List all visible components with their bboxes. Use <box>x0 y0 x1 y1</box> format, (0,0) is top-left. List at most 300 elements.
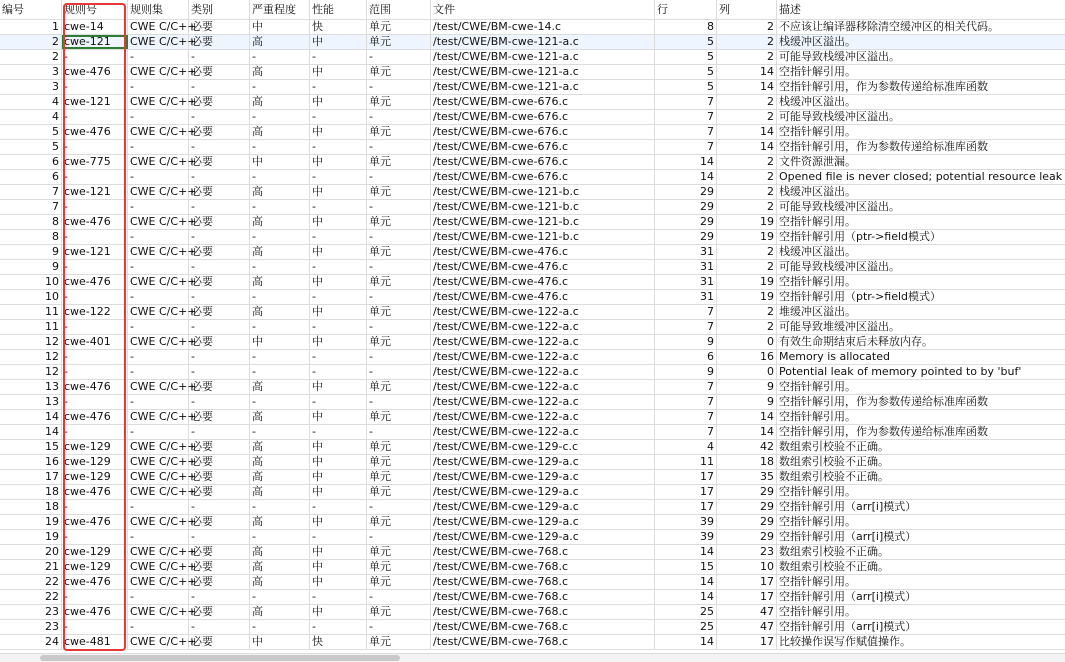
header-rule-id[interactable]: 规则号 <box>62 0 128 19</box>
cell-id[interactable]: 22 <box>0 590 62 604</box>
cell-line[interactable]: 29 <box>655 230 717 244</box>
cell-rule-id[interactable]: - <box>62 260 128 274</box>
cell-ruleset[interactable]: - <box>128 425 189 439</box>
table-row[interactable] <box>0 20 1065 35</box>
cell-category[interactable]: - <box>189 320 250 334</box>
table-row[interactable] <box>0 320 1065 335</box>
cell-description[interactable]: 空指针解引用。 <box>779 275 856 288</box>
cell-column[interactable]: 10 <box>717 560 777 574</box>
cell-ruleset[interactable]: CWE C/C++ <box>130 65 197 78</box>
cell-ruleset[interactable]: CWE C/C++ <box>130 605 197 618</box>
cell-line[interactable]: 5 <box>655 50 717 64</box>
table-row[interactable] <box>0 155 1065 170</box>
cell-description[interactable]: Potential leak of memory pointed to by 'buf' <box>779 365 1022 378</box>
cell-scope[interactable]: 单元 <box>367 65 431 79</box>
cell-severity[interactable]: - <box>250 395 310 409</box>
cell-performance[interactable]: - <box>310 260 367 274</box>
cell-severity[interactable]: - <box>250 260 310 274</box>
cell-rule-id[interactable]: cwe-476 <box>62 485 128 499</box>
table-row[interactable] <box>0 275 1065 290</box>
table-row[interactable] <box>0 110 1065 125</box>
cell-performance[interactable]: 中 <box>310 575 367 589</box>
table-row[interactable] <box>0 425 1065 440</box>
cell-column[interactable]: 2 <box>717 185 777 199</box>
cell-column[interactable]: 17 <box>717 590 777 604</box>
cell-rule-id[interactable]: - <box>62 530 128 544</box>
cell-line[interactable]: 7 <box>655 320 717 334</box>
cell-category[interactable]: 必要 <box>189 20 250 34</box>
cell-scope[interactable]: 单元 <box>367 35 431 49</box>
cell-scope[interactable]: - <box>367 365 431 379</box>
cell-category[interactable]: 必要 <box>189 245 250 259</box>
cell-column[interactable]: 0 <box>717 365 777 379</box>
cell-column[interactable]: 0 <box>717 335 777 349</box>
table-row[interactable] <box>0 575 1065 590</box>
cell-line[interactable]: 5 <box>655 35 717 49</box>
cell-column[interactable]: 2 <box>717 95 777 109</box>
cell-scope[interactable]: 单元 <box>367 275 431 289</box>
cell-column[interactable]: 2 <box>717 20 777 34</box>
cell-performance[interactable]: - <box>310 170 367 184</box>
cell-id[interactable]: 9 <box>0 245 62 259</box>
cell-rule-id[interactable]: - <box>62 290 128 304</box>
cell-column[interactable]: 14 <box>717 140 777 154</box>
cell-id[interactable]: 7 <box>0 200 62 214</box>
cell-description[interactable]: 有效生命期结束后未释放内存。 <box>779 335 933 348</box>
cell-column[interactable]: 9 <box>717 380 777 394</box>
cell-rule-id[interactable]: cwe-121 <box>62 95 128 109</box>
table-row[interactable] <box>0 305 1065 320</box>
table-row[interactable] <box>0 545 1065 560</box>
cell-description[interactable]: 数组索引校验不正确。 <box>779 470 889 483</box>
cell-id[interactable]: 8 <box>0 230 62 244</box>
cell-file[interactable]: /test/CWE/BM-cwe-476.c <box>431 245 655 259</box>
cell-category[interactable]: - <box>189 170 250 184</box>
cell-ruleset[interactable]: - <box>128 50 189 64</box>
cell-id[interactable]: 23 <box>0 620 62 634</box>
cell-severity[interactable]: 高 <box>250 65 310 79</box>
cell-ruleset[interactable]: CWE C/C++ <box>130 380 197 393</box>
cell-category[interactable]: 必要 <box>189 275 250 289</box>
cell-ruleset[interactable]: - <box>128 530 189 544</box>
cell-description[interactable]: 空指针解引用，作为参数传递给标准库函数 <box>779 140 988 153</box>
cell-category[interactable]: 必要 <box>189 95 250 109</box>
cell-performance[interactable]: - <box>310 80 367 94</box>
cell-rule-id[interactable]: cwe-476 <box>62 410 128 424</box>
cell-column[interactable]: 17 <box>717 635 777 649</box>
cell-file[interactable]: /test/CWE/BM-cwe-476.c <box>431 290 655 304</box>
cell-performance[interactable]: - <box>310 110 367 124</box>
cell-line[interactable]: 8 <box>655 20 717 34</box>
cell-scope[interactable]: - <box>367 50 431 64</box>
cell-performance[interactable]: - <box>310 290 367 304</box>
cell-severity[interactable]: - <box>250 530 310 544</box>
cell-description[interactable]: 空指针解引用。 <box>779 65 856 78</box>
cell-scope[interactable]: 单元 <box>367 410 431 424</box>
cell-file[interactable]: /test/CWE/BM-cwe-129-a.c <box>431 515 655 529</box>
cell-ruleset[interactable]: CWE C/C++ <box>130 635 197 648</box>
cell-severity[interactable]: - <box>250 320 310 334</box>
cell-category[interactable]: 必要 <box>189 410 250 424</box>
cell-category[interactable]: - <box>189 590 250 604</box>
cell-column[interactable]: 2 <box>717 305 777 319</box>
cell-scope[interactable]: 单元 <box>367 440 431 454</box>
cell-description[interactable]: 空指针解引用。 <box>779 380 856 393</box>
cell-rule-id[interactable]: - <box>62 500 128 514</box>
cell-line[interactable]: 29 <box>655 200 717 214</box>
cell-category[interactable]: - <box>189 290 250 304</box>
cell-file[interactable]: /test/CWE/BM-cwe-121-b.c <box>431 230 655 244</box>
cell-file[interactable]: /test/CWE/BM-cwe-676.c <box>431 170 655 184</box>
table-row[interactable] <box>0 380 1065 395</box>
cell-scope[interactable]: 单元 <box>367 515 431 529</box>
cell-line[interactable]: 14 <box>655 635 717 649</box>
cell-column[interactable]: 23 <box>717 545 777 559</box>
cell-line[interactable]: 4 <box>655 440 717 454</box>
cell-ruleset[interactable]: CWE C/C++ <box>130 545 197 558</box>
cell-file[interactable]: /test/CWE/BM-cwe-121-a.c <box>431 35 655 49</box>
cell-ruleset[interactable]: CWE C/C++ <box>130 275 197 288</box>
cell-column[interactable]: 2 <box>717 260 777 274</box>
cell-id[interactable]: 12 <box>0 350 62 364</box>
cell-scope[interactable]: - <box>367 320 431 334</box>
cell-column[interactable]: 14 <box>717 65 777 79</box>
cell-category[interactable]: - <box>189 200 250 214</box>
cell-line[interactable]: 7 <box>655 95 717 109</box>
cell-category[interactable]: 必要 <box>189 65 250 79</box>
table-row[interactable] <box>0 170 1065 185</box>
cell-severity[interactable]: - <box>250 230 310 244</box>
cell-description[interactable]: Opened file is never closed; potential resource leak <box>779 170 1063 183</box>
cell-severity[interactable]: - <box>250 290 310 304</box>
cell-scope[interactable]: 单元 <box>367 335 431 349</box>
table-row[interactable] <box>0 350 1065 365</box>
cell-file[interactable]: /test/CWE/BM-cwe-676.c <box>431 110 655 124</box>
cell-performance[interactable]: 中 <box>310 545 367 559</box>
cell-category[interactable]: 必要 <box>189 305 250 319</box>
cell-severity[interactable]: 中 <box>250 155 310 169</box>
cell-column[interactable]: 19 <box>717 275 777 289</box>
cell-id[interactable]: 2 <box>0 35 62 49</box>
cell-file[interactable]: /test/CWE/BM-cwe-768.c <box>431 590 655 604</box>
cell-scope[interactable]: 单元 <box>367 95 431 109</box>
cell-severity[interactable]: 高 <box>250 185 310 199</box>
cell-description[interactable]: 空指针解引用，作为参数传递给标准库函数 <box>779 425 988 438</box>
cell-scope[interactable]: 单元 <box>367 245 431 259</box>
cell-description[interactable]: 空指针解引用（ptr->field模式） <box>779 290 942 303</box>
cell-file[interactable]: /test/CWE/BM-cwe-129-a.c <box>431 485 655 499</box>
cell-file[interactable]: /test/CWE/BM-cwe-121-b.c <box>431 215 655 229</box>
cell-id[interactable]: 10 <box>0 290 62 304</box>
cell-column[interactable]: 2 <box>717 35 777 49</box>
cell-column[interactable]: 2 <box>717 200 777 214</box>
cell-line[interactable]: 7 <box>655 305 717 319</box>
cell-line[interactable]: 31 <box>655 260 717 274</box>
cell-column[interactable]: 47 <box>717 620 777 634</box>
cell-scope[interactable]: 单元 <box>367 380 431 394</box>
cell-rule-id[interactable]: cwe-476 <box>62 275 128 289</box>
cell-severity[interactable]: 中 <box>250 20 310 34</box>
cell-file[interactable]: /test/CWE/BM-cwe-676.c <box>431 140 655 154</box>
header-description[interactable]: 描述 <box>779 3 801 16</box>
cell-rule-id[interactable]: - <box>62 590 128 604</box>
cell-file[interactable]: /test/CWE/BM-cwe-768.c <box>431 575 655 589</box>
cell-id[interactable]: 14 <box>0 410 62 424</box>
cell-ruleset[interactable]: CWE C/C++ <box>130 440 197 453</box>
cell-line[interactable]: 9 <box>655 365 717 379</box>
table-row[interactable] <box>0 515 1065 530</box>
cell-performance[interactable]: - <box>310 500 367 514</box>
table-row[interactable] <box>0 80 1065 95</box>
cell-severity[interactable]: 高 <box>250 545 310 559</box>
cell-performance[interactable]: 中 <box>310 560 367 574</box>
cell-line[interactable]: 7 <box>655 425 717 439</box>
cell-severity[interactable]: 高 <box>250 410 310 424</box>
cell-description[interactable]: 文件资源泄漏。 <box>779 155 856 168</box>
cell-ruleset[interactable]: CWE C/C++ <box>130 245 197 258</box>
cell-line[interactable]: 29 <box>655 185 717 199</box>
cell-description[interactable]: 空指针解引用。 <box>779 605 856 618</box>
cell-category[interactable]: - <box>189 620 250 634</box>
cell-category[interactable]: 必要 <box>189 380 250 394</box>
cell-severity[interactable]: 高 <box>250 470 310 484</box>
cell-file[interactable]: /test/CWE/BM-cwe-768.c <box>431 545 655 559</box>
cell-performance[interactable]: 中 <box>310 95 367 109</box>
cell-ruleset[interactable]: - <box>128 80 189 94</box>
cell-description[interactable]: 空指针解引用。 <box>779 215 856 228</box>
cell-id[interactable]: 11 <box>0 320 62 334</box>
cell-id[interactable]: 10 <box>0 275 62 289</box>
cell-scope[interactable]: - <box>367 425 431 439</box>
cell-column[interactable]: 42 <box>717 440 777 454</box>
cell-file[interactable]: /test/CWE/BM-cwe-768.c <box>431 560 655 574</box>
header-file[interactable]: 文件 <box>431 0 655 19</box>
cell-performance[interactable]: 中 <box>310 35 367 49</box>
cell-performance[interactable]: 中 <box>310 215 367 229</box>
cell-rule-id[interactable]: cwe-122 <box>62 305 128 319</box>
cell-category[interactable]: 必要 <box>189 485 250 499</box>
cell-performance[interactable]: 中 <box>310 65 367 79</box>
cell-rule-id[interactable]: cwe-775 <box>62 155 128 169</box>
cell-ruleset[interactable]: CWE C/C++ <box>130 335 197 348</box>
cell-category[interactable]: 必要 <box>189 335 250 349</box>
cell-description[interactable]: 栈缓冲区溢出。 <box>779 35 856 48</box>
cell-id[interactable]: 11 <box>0 305 62 319</box>
cell-id[interactable]: 16 <box>0 455 62 469</box>
cell-performance[interactable]: 中 <box>310 485 367 499</box>
cell-file[interactable]: /test/CWE/BM-cwe-768.c <box>431 620 655 634</box>
cell-description[interactable]: 空指针解引用。 <box>779 410 856 423</box>
cell-file[interactable]: /test/CWE/BM-cwe-129-c.c <box>431 440 655 454</box>
cell-ruleset[interactable]: - <box>128 290 189 304</box>
cell-file[interactable]: /test/CWE/BM-cwe-122-a.c <box>431 335 655 349</box>
table-row[interactable] <box>0 50 1065 65</box>
cell-severity[interactable]: 高 <box>250 440 310 454</box>
cell-column[interactable]: 29 <box>717 530 777 544</box>
cell-severity[interactable]: - <box>250 80 310 94</box>
cell-column[interactable]: 2 <box>717 170 777 184</box>
cell-line[interactable]: 25 <box>655 620 717 634</box>
cell-performance[interactable]: 中 <box>310 455 367 469</box>
cell-line[interactable]: 17 <box>655 470 717 484</box>
cell-severity[interactable]: 中 <box>250 635 310 649</box>
cell-performance[interactable]: - <box>310 140 367 154</box>
cell-ruleset[interactable]: - <box>128 230 189 244</box>
cell-id[interactable]: 24 <box>0 635 62 649</box>
table-row[interactable] <box>0 500 1065 515</box>
cell-category[interactable]: - <box>189 350 250 364</box>
cell-column[interactable]: 29 <box>717 500 777 514</box>
cell-file[interactable]: /test/CWE/BM-cwe-121-a.c <box>431 65 655 79</box>
cell-rule-id[interactable]: cwe-129 <box>62 470 128 484</box>
cell-category[interactable]: 必要 <box>189 635 250 649</box>
cell-category[interactable]: 必要 <box>189 545 250 559</box>
cell-line[interactable]: 29 <box>655 215 717 229</box>
cell-line[interactable]: 14 <box>655 170 717 184</box>
table-row[interactable] <box>0 485 1065 500</box>
table-row[interactable] <box>0 35 1065 50</box>
scrollbar-thumb[interactable] <box>40 655 400 661</box>
cell-performance[interactable]: 中 <box>310 185 367 199</box>
cell-file[interactable]: /test/CWE/BM-cwe-676.c <box>431 155 655 169</box>
cell-rule-id[interactable]: cwe-129 <box>62 560 128 574</box>
cell-column[interactable]: 19 <box>717 290 777 304</box>
cell-ruleset[interactable]: - <box>128 170 189 184</box>
cell-file[interactable]: /test/CWE/BM-cwe-122-a.c <box>431 410 655 424</box>
header-column[interactable]: 列 <box>717 0 777 19</box>
cell-line[interactable]: 14 <box>655 545 717 559</box>
cell-severity[interactable]: 高 <box>250 245 310 259</box>
cell-column[interactable]: 35 <box>717 470 777 484</box>
cell-scope[interactable]: 单元 <box>367 185 431 199</box>
cell-column[interactable]: 2 <box>717 245 777 259</box>
cell-column[interactable]: 16 <box>717 350 777 364</box>
cell-severity[interactable]: - <box>250 170 310 184</box>
cell-rule-id[interactable]: - <box>62 200 128 214</box>
cell-line[interactable]: 7 <box>655 410 717 424</box>
cell-ruleset[interactable]: CWE C/C++ <box>130 515 197 528</box>
cell-id[interactable]: 13 <box>0 395 62 409</box>
cell-performance[interactable]: - <box>310 425 367 439</box>
cell-description[interactable]: 数组索引校验不正确。 <box>779 455 889 468</box>
cell-description[interactable]: 比较操作误写作赋值操作。 <box>779 635 911 648</box>
cell-description[interactable]: 空指针解引用（arr[i]模式） <box>779 620 917 633</box>
table-row[interactable] <box>0 95 1065 110</box>
cell-severity[interactable]: - <box>250 140 310 154</box>
cell-scope[interactable]: - <box>367 350 431 364</box>
cell-id[interactable]: 18 <box>0 500 62 514</box>
header-ruleset[interactable]: 规则集 <box>128 0 189 19</box>
cell-scope[interactable]: 单元 <box>367 575 431 589</box>
cell-column[interactable]: 14 <box>717 80 777 94</box>
cell-line[interactable]: 14 <box>655 155 717 169</box>
cell-description[interactable]: 空指针解引用（ptr->field模式） <box>779 230 942 243</box>
cell-ruleset[interactable]: CWE C/C++ <box>130 305 197 318</box>
cell-scope[interactable]: 单元 <box>367 635 431 649</box>
cell-rule-id[interactable]: - <box>62 425 128 439</box>
cell-ruleset[interactable]: CWE C/C++ <box>130 20 197 33</box>
cell-column[interactable]: 19 <box>717 230 777 244</box>
cell-line[interactable]: 7 <box>655 110 717 124</box>
header-performance[interactable]: 性能 <box>310 0 367 19</box>
cell-description[interactable]: 空指针解引用。 <box>779 485 856 498</box>
cell-file[interactable]: /test/CWE/BM-cwe-121-a.c <box>431 80 655 94</box>
cell-category[interactable]: 必要 <box>189 155 250 169</box>
cell-line[interactable]: 5 <box>655 65 717 79</box>
cell-line[interactable]: 39 <box>655 515 717 529</box>
cell-description[interactable]: 数组索引校验不正确。 <box>779 545 889 558</box>
cell-description[interactable]: Memory is allocated <box>779 350 890 363</box>
table-row[interactable] <box>0 395 1065 410</box>
cell-scope[interactable]: - <box>367 260 431 274</box>
table-row[interactable] <box>0 560 1065 575</box>
cell-performance[interactable]: 中 <box>310 470 367 484</box>
cell-ruleset[interactable]: - <box>128 395 189 409</box>
cell-line[interactable]: 7 <box>655 395 717 409</box>
cell-id[interactable]: 20 <box>0 545 62 559</box>
cell-column[interactable]: 47 <box>717 605 777 619</box>
cell-column[interactable]: 29 <box>717 515 777 529</box>
cell-file[interactable]: /test/CWE/BM-cwe-121-a.c <box>431 50 655 64</box>
table-row[interactable] <box>0 185 1065 200</box>
cell-category[interactable]: - <box>189 395 250 409</box>
cell-file[interactable]: /test/CWE/BM-cwe-121-b.c <box>431 200 655 214</box>
cell-file[interactable]: /test/CWE/BM-cwe-476.c <box>431 275 655 289</box>
cell-rule-id[interactable]: - <box>62 230 128 244</box>
cell-id[interactable]: 5 <box>0 140 62 154</box>
cell-scope[interactable]: - <box>367 200 431 214</box>
cell-rule-id[interactable]: cwe-476 <box>62 65 128 79</box>
cell-rule-id[interactable]: - <box>62 50 128 64</box>
cell-category[interactable]: 必要 <box>189 35 250 49</box>
cell-line[interactable]: 14 <box>655 590 717 604</box>
cell-scope[interactable]: - <box>367 140 431 154</box>
cell-performance[interactable]: 中 <box>310 245 367 259</box>
cell-column[interactable]: 14 <box>717 425 777 439</box>
cell-performance[interactable]: 中 <box>310 605 367 619</box>
cell-severity[interactable]: 高 <box>250 455 310 469</box>
cell-ruleset[interactable]: CWE C/C++ <box>130 95 197 108</box>
cell-description[interactable]: 空指针解引用。 <box>779 125 856 138</box>
cell-ruleset[interactable]: - <box>128 500 189 514</box>
cell-file[interactable]: /test/CWE/BM-cwe-129-a.c <box>431 455 655 469</box>
cell-description[interactable]: 堆缓冲区溢出。 <box>779 305 856 318</box>
table-row[interactable] <box>0 290 1065 305</box>
cell-file[interactable]: /test/CWE/BM-cwe-129-a.c <box>431 470 655 484</box>
cell-rule-id[interactable]: cwe-476 <box>62 605 128 619</box>
cell-description[interactable]: 空指针解引用，作为参数传递给标准库函数 <box>779 395 988 408</box>
table-row[interactable] <box>0 335 1065 350</box>
cell-column[interactable]: 18 <box>717 455 777 469</box>
cell-id[interactable]: 5 <box>0 125 62 139</box>
cell-severity[interactable]: 高 <box>250 605 310 619</box>
cell-id[interactable]: 4 <box>0 110 62 124</box>
cell-severity[interactable]: - <box>250 590 310 604</box>
cell-category[interactable]: - <box>189 260 250 274</box>
cell-severity[interactable]: 高 <box>250 275 310 289</box>
cell-rule-id[interactable]: - <box>62 170 128 184</box>
cell-performance[interactable]: - <box>310 350 367 364</box>
cell-performance[interactable]: - <box>310 50 367 64</box>
cell-scope[interactable]: - <box>367 620 431 634</box>
header-severity[interactable]: 严重程度 <box>250 0 310 19</box>
cell-rule-id[interactable]: cwe-129 <box>62 455 128 469</box>
cell-scope[interactable]: 单元 <box>367 125 431 139</box>
cell-file[interactable]: /test/CWE/BM-cwe-129-a.c <box>431 500 655 514</box>
cell-id[interactable]: 12 <box>0 335 62 349</box>
cell-ruleset[interactable]: - <box>128 200 189 214</box>
cell-column[interactable]: 2 <box>717 50 777 64</box>
